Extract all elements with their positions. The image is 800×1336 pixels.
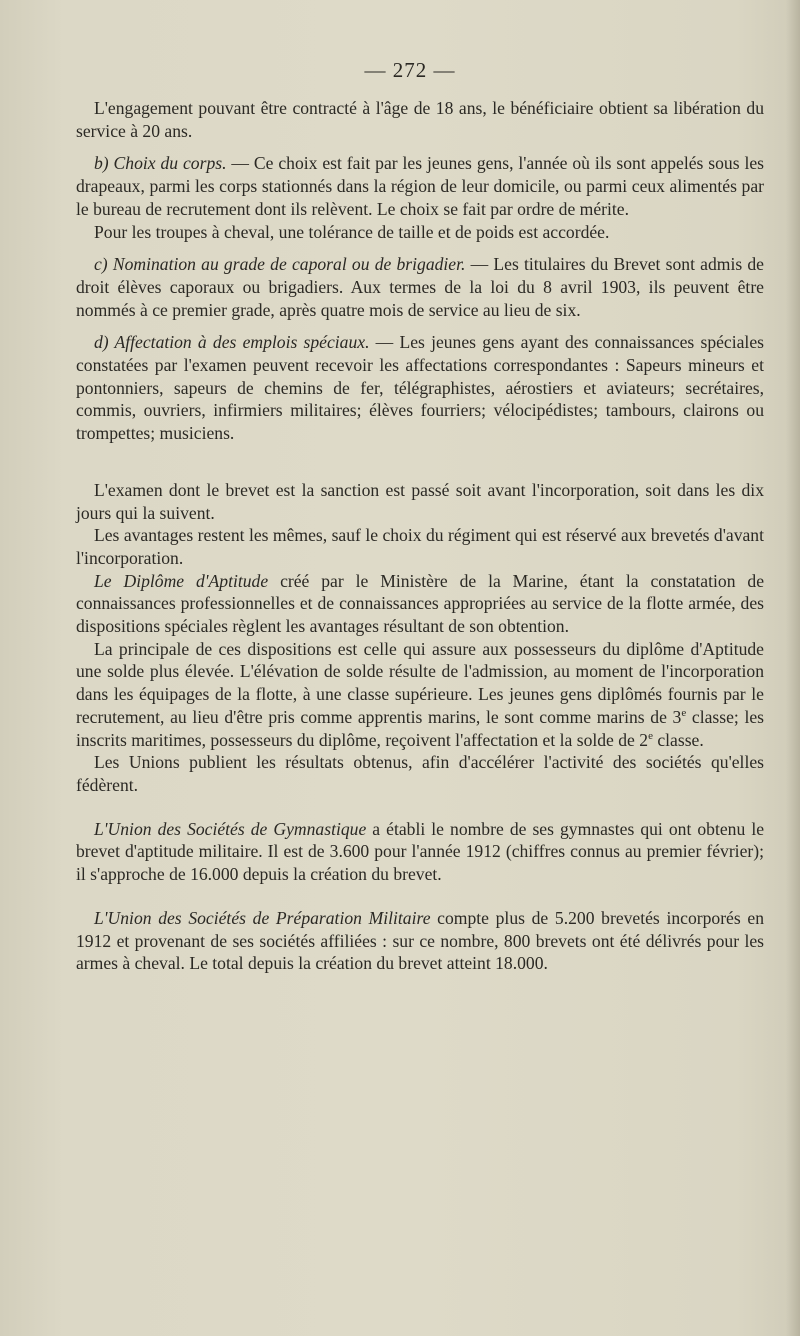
superscript: e [681, 707, 687, 720]
superscript: e [648, 729, 653, 742]
paragraph-union-gymnastique [76, 818, 764, 886]
page-edge-shadow [786, 0, 800, 1336]
section-label-c: c) Nomination au grade de caporal ou de brigadier. [94, 254, 466, 275]
paragraph-affectation [76, 331, 764, 445]
paragraph-unions: Les Unions publient les résultats obtenus, afin d'accélérer l'activité des sociétés qu'elles fédèrent. [76, 752, 764, 795]
paragraph-engagement: L'engagement pouvant être contracté à l'âge de 18 ans, le bénéficiaire obtient sa libération du service à 20 ans. [76, 98, 764, 141]
diplome-label: Le Diplôme d'Aptitude [94, 570, 269, 591]
paragraph-examen: L'examen dont le brevet est la sanction est passé soit avant l'incorporation, soit dans les dix jours qui la suivent. [76, 479, 764, 523]
paragraph-avantages: Les avantages restent les mêmes, sauf le choix du régiment qui est réservé aux brevetés d'avant l'incorporation. [76, 525, 764, 568]
union-preparation-label: L'Union des Sociétés de Préparation Militaire [94, 907, 431, 928]
paragraph-text: classe. [652, 729, 704, 750]
paragraph-text: classe; les inscrits maritimes, possesseurs du diplôme, reçoivent l'affectation et la solde de 2 [76, 706, 764, 750]
paragraph-choix-du-corps [76, 152, 764, 220]
paragraph-nomination [76, 253, 764, 321]
paragraph-text: — Ce choix est fait par les jeunes gens, l'année où ils sont appelés sous les drapeaux, parmi les corps stationnés dans la région de leur domicile, ou parmi ceux alimentés par le bureau de recrutement dont ils relèvent. Le choix se fait par ordre de mérite. [76, 153, 765, 219]
page-number: — 272 — [364, 58, 456, 82]
paragraph-text: La principale de ces dispositions est celle qui assure aux possesseurs du diplôme d'Aptitude une solde plus élevée. L'élévation de solde résulte de l'admission, au moment de l'incorporation dans les équipages de la flotte, à une classe supérieure. Les jeunes gens diplômés fournis par le recrutement, au lieu d'être pris comme apprentis marins, le sont comme marins de 3 [76, 638, 764, 727]
paragraph-text: — Les jeunes gens ayant des connaissances spéciales constatées par l'examen peuvent recevoir les affectations correspondantes : Sapeurs mineurs et pontonniers, sapeurs de chemins de fer, télégraphistes, aérostiers et aviateurs; secrétaires, commis, ouvriers, infirmiers militaires; élèves fourriers; vélocipédistes; tambours, clairons ou trompettes; musiciens. [76, 332, 764, 444]
paragraph-text: a établi le nombre de ses gymnastes qui ont obtenu le brevet d'aptitude militaire. Il est de 3.600 pour l'année 1912 (chiffres connus au premier février); il s'approche de 16.000 depuis la création du brevet. [76, 818, 765, 885]
paragraph-text: créé par le Ministère de la Marine, étant la constatation de connaissances professionnelles et de connaissances appropriées au service de la flotte armée, des dispositions spéciales règlent les avantages résultant de son obtention. [76, 570, 764, 637]
paragraph-principale-disposition [76, 638, 764, 752]
paragraph-troupes-a-cheval: Pour les troupes à cheval, une tolérance de taille et de poids est accordée. [94, 221, 610, 242]
section-label-b: b) Choix du corps. [94, 153, 227, 174]
paragraph-text: — Les titulaires du Brevet sont admis de droit élèves caporaux ou brigadiers. Aux termes de la loi du 8 avril 1903, ils peuvent être nommés à ce premier grade, après quatre mois de service au lieu de six. [76, 254, 764, 320]
section-label-d: d) Affectation à des emplois spéciaux. [94, 332, 370, 353]
paragraph-union-preparation [76, 907, 764, 975]
body-text [76, 97, 764, 975]
union-gymnastique-label: L'Union des Sociétés de Gymnastique [94, 818, 367, 839]
paragraph-text: compte plus de 5.200 brevetés incorporés en 1912 et provenant de ses sociétés affiliées : sur ce nombre, 800 brevets ont été délivrés pour les armes à cheval. Le total depuis la création du brevet atteint 18.000. [76, 907, 764, 974]
paragraph-diplome-aptitude [76, 570, 764, 638]
